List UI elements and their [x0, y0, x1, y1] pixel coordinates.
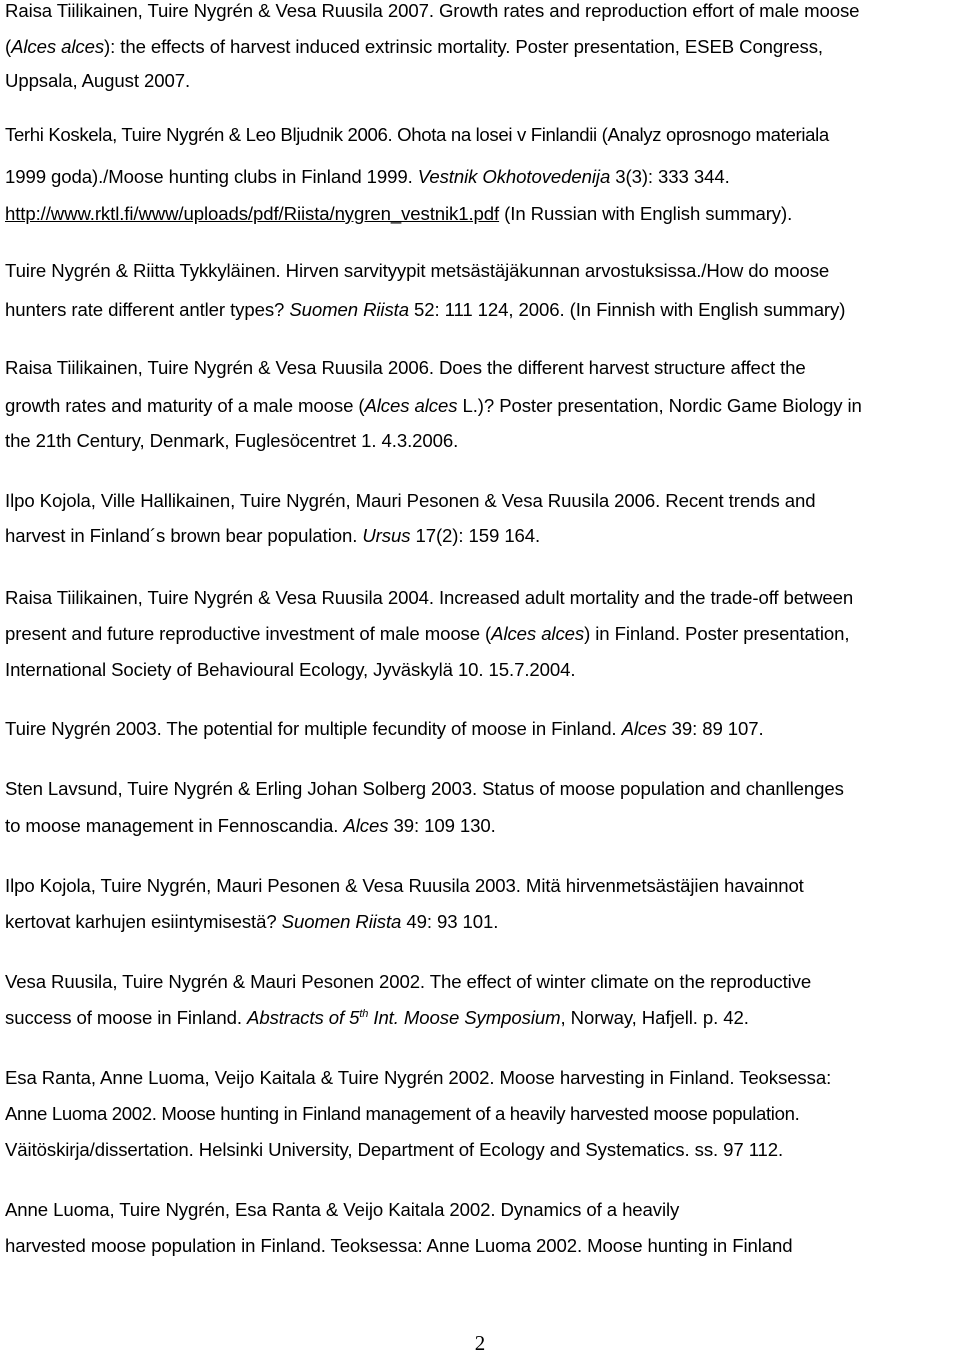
reference-line [5, 718, 764, 740]
reference-text: the 21th Century, Denmark, Fuglesöcentret 1. 4.3.2006. [5, 430, 459, 451]
reference-text: 1999 goda)./Moose hunting clubs in Finland 1999. [5, 166, 418, 187]
reference-text: Tuire Nygrén & Riitta Tykkyläinen. Hirven sarvityypit metsästäjäkunnan arvostuksissa./How do moose [5, 260, 830, 281]
reference-line [5, 1139, 783, 1161]
reference-line [5, 971, 811, 993]
reference-text: ) in Finland. Poster presentation, [584, 623, 850, 644]
italic-text: Abstracts of 5 [247, 1007, 360, 1028]
reference-text: 3(3): 333 344. [610, 166, 730, 187]
italic-text: Vestnik Okhotovedenija [417, 166, 611, 187]
reference-line [5, 623, 849, 645]
reference-line [5, 875, 804, 897]
reference-text: Anne Luoma 2002. Moose hunting in Finland management of a heavily harvested moose population. [5, 1103, 800, 1124]
reference-text: Anne Luoma, Tuire Nygrén, Esa Ranta & Veijo Kaitala 2002. Dynamics of a heavily [5, 1199, 680, 1220]
reference-text: success of moose in Finland. [5, 1007, 248, 1028]
reference-line [5, 659, 575, 681]
italic-text: Suomen Riista [289, 299, 409, 320]
reference-text: harvested moose population in Finland. Teoksessa: Anne Luoma 2002. Moose hunting in Finland [5, 1235, 793, 1256]
reference-link[interactable]: http://www.rktl.fi/www/uploads/pdf/Riista/nygren_vestnik1.pdf [5, 203, 500, 224]
reference-text: 39: 89 107. [666, 718, 764, 739]
reference-line [5, 395, 862, 417]
reference-text: Tuire Nygrén 2003. The potential for multiple fecundity of moose in Finland. [5, 718, 622, 739]
italic-text: Suomen Riista [281, 911, 402, 932]
reference-text: (In Russian with English summary). [499, 203, 793, 224]
reference-text: Raisa Tiilikainen, Tuire Nygrén & Vesa Ruusila 2006. Does the different harvest structure affect the [5, 357, 806, 378]
reference-text: Raisa Tiilikainen, Tuire Nygrén & Vesa Ruusila 2007. Growth rates and reproduction effort of male moose [5, 0, 860, 21]
reference-line [5, 430, 458, 452]
reference-text: Terhi Koskela, Tuire Nygrén & Leo Bljudnik 2006. Ohota na losei v Finlandii (Analyz oprosnogo materiala [5, 124, 829, 145]
reference-text: Raisa Tiilikainen, Tuire Nygrén & Vesa Ruusila 2004. Increased adult mortality and the trade-off between [5, 587, 854, 608]
reference-line [5, 0, 859, 22]
reference-line [5, 815, 496, 837]
reference-line [5, 36, 823, 58]
reference-text: , Norway, Hafjell. p. 42. [560, 1007, 749, 1028]
italic-text: Alces [343, 815, 389, 836]
reference-text: Vesa Ruusila, Tuire Nygrén & Mauri Pesonen 2002. The effect of winter climate on the reproductive [5, 971, 812, 992]
reference-text: International Society of Behavioural Ecology, Jyväskylä 10. 15.7.2004. [5, 659, 576, 680]
reference-text: L.)? Poster presentation, Nordic Game Biology in [457, 395, 862, 416]
reference-line [5, 357, 806, 379]
reference-text: 17(2): 159 164. [410, 525, 541, 546]
reference-text: Väitöskirja/dissertation. Helsinki University, Department of Ecology and Systematics. ss. 97 112. [5, 1139, 784, 1160]
italic-text: Ursus [362, 525, 411, 546]
reference-text: growth rates and maturity of a male moose ( [5, 395, 365, 416]
reference-line [5, 911, 498, 933]
reference-text: 39: 109 130. [388, 815, 496, 836]
reference-line [5, 525, 540, 547]
reference-line [5, 1007, 749, 1029]
reference-text: kertovat karhujen esiintymisestä? [5, 911, 282, 932]
reference-line [5, 1067, 831, 1089]
reference-text: hunters rate different antler types? [5, 299, 290, 320]
reference-text: to moose management in Fennoscandia. [5, 815, 344, 836]
italic-text: Alces alces [491, 623, 585, 644]
italic-text: Alces [621, 718, 667, 739]
italic-text: Alces alces [11, 36, 105, 57]
reference-line [5, 778, 844, 800]
reference-line [5, 166, 730, 188]
reference-line [5, 70, 190, 92]
page-number: 2 [474, 1331, 486, 1355]
superscript: th [359, 1008, 369, 1020]
reference-line [5, 490, 816, 512]
reference-line [5, 124, 829, 146]
reference-text: present and future reproductive investment of male moose ( [5, 623, 492, 644]
reference-text: 49: 93 101. [401, 911, 499, 932]
reference-line [5, 1103, 799, 1125]
reference-text: Sten Lavsund, Tuire Nygrén & Erling Johan Solberg 2003. Status of moose population and chanllenges [5, 778, 844, 799]
reference-text: Esa Ranta, Anne Luoma, Veijo Kaitala & Tuire Nygrén 2002. Moose harvesting in Finland. Teoksessa: [5, 1067, 832, 1088]
reference-line [5, 260, 829, 282]
reference-text: Ilpo Kojola, Ville Hallikainen, Tuire Nygrén, Mauri Pesonen & Vesa Ruusila 2006. Recent trends and [5, 490, 816, 511]
reference-line [5, 1199, 679, 1221]
italic-text: Alces alces [364, 395, 458, 416]
reference-line [5, 299, 845, 321]
reference-line [5, 203, 792, 225]
reference-text: ): the effects of harvest induced extrinsic mortality. Poster presentation, ESEB Congress, [104, 36, 823, 57]
reference-line [5, 587, 853, 609]
reference-text: Ilpo Kojola, Tuire Nygrén, Mauri Pesonen & Vesa Ruusila 2003. Mitä hirvenmetsästäjien havainnot [5, 875, 804, 896]
reference-text: Uppsala, August 2007. [5, 70, 191, 91]
italic-text: Int. Moose Symposium [368, 1007, 561, 1028]
reference-text: 52: 111 124, 2006. (In Finnish with English summary) [408, 299, 846, 320]
reference-text: harvest in Finland´s brown bear population. [5, 525, 363, 546]
reference-line [5, 1235, 793, 1257]
reference-text: ( [5, 36, 12, 57]
